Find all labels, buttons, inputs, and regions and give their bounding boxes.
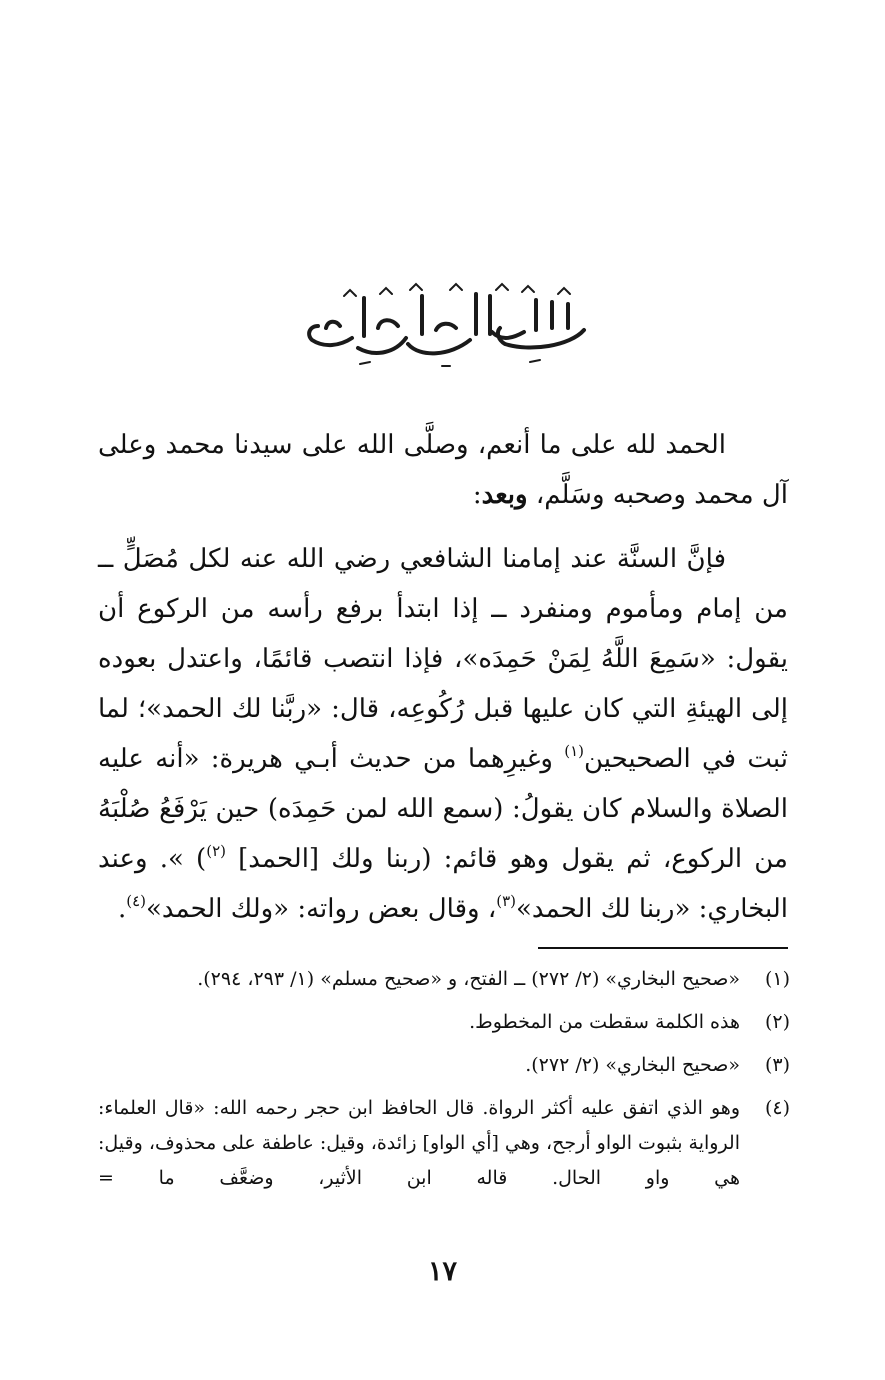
basmala-calligraphy-graphic [300, 282, 590, 374]
footnote-text: «صحيح البخاري» (٢/ ٢٧٢) ــ الفتح، و «صحيح مسلم» (١/ ٢٩٣، ٢٩٤). [197, 968, 740, 990]
footnote-item [98, 1048, 790, 1083]
footnote-item [98, 1091, 790, 1196]
sunnah-text-part-3: ) ». وعند البخاري: «ربنا لك الحمد» [98, 844, 788, 924]
footnote-text: «صحيح البخاري» (٢/ ٢٧٢). [525, 1054, 740, 1076]
sunnah-text-part-2: وغيرِهما من حديث أبـي هريرة: «أنه عليه الصلاة والسلام كان يقولُ: (سمع الله لمن حَمِدَه) حين يَرْفَعُ صُلْبَهُ من الركوع، ثم يقول وهو قائم: (ربنا ولك [الحمد] [98, 744, 788, 874]
footnote-ref-3[interactable]: (٣) [496, 892, 517, 910]
footnote-item [98, 1005, 790, 1040]
sunnah-paragraph [98, 534, 788, 934]
footnote-number: (٢) [764, 1011, 790, 1033]
opening-colon: : [472, 480, 482, 510]
sunnah-text-part-5: . [117, 894, 127, 924]
footnote-number: (٤) [764, 1097, 790, 1119]
basmala-calligraphy [300, 282, 590, 374]
footnote-text: هذه الكلمة سقطت من المخطوط. [469, 1011, 740, 1033]
sunnah-text-part-4: ، وقال بعض رواته: «ولك الحمد» [146, 894, 497, 924]
footnote-ref-4[interactable]: (٤) [126, 892, 146, 910]
footnote-number: (٣) [764, 1054, 790, 1076]
footnote-number: (١) [764, 968, 790, 990]
page-number: ١٧ [427, 1256, 457, 1287]
opening-praise: الحمد لله على ما أنعم، وصلَّى الله على سيدنا محمد وعلى آل محمد وصحبه وسَلَّم، [98, 430, 788, 510]
footnote-ref-2[interactable]: (٢) [206, 842, 226, 860]
opening-paragraph [98, 420, 788, 520]
sunnah-text-part-1: فإنَّ السنَّة عند إمامنا الشافعي رضي الله عنه لكل مُصَلٍّ ــ من إمام ومأموم ومنفرد ــ إذا ابتدأ برفع رأسه من الركوع أن يقول: «سَمِعَ اللَّهُ لِمَنْ حَمِدَه»، فإذا انتصب قائمًا، واعتدل بعوده إلى الهيئةِ التي كان عليها قبل رُكُوعِه، قال: «ربَّنا لك الحمد»؛ لما ثبت في الصحيحين [98, 544, 789, 774]
footnotes-section [98, 962, 790, 1196]
footnote-item [98, 962, 790, 997]
footnote-text: وهو الذي اتفق عليه أكثر الرواة. قال الحافظ ابن حجر رحمه الله: «قال العلماء: الرواية بثبوت الواو أرجح، وهي [أي الواو] زائدة، وقيل: عاطفة على محذوف، وقيل: هي واو الحال. قاله ابن الأثير، وضعَّف ما = [98, 1097, 740, 1189]
footnote-ref-1[interactable]: (١) [564, 742, 584, 760]
wa-baad-label: وبعد [481, 480, 528, 510]
footnote-separator [538, 947, 788, 949]
main-text [98, 420, 788, 934]
